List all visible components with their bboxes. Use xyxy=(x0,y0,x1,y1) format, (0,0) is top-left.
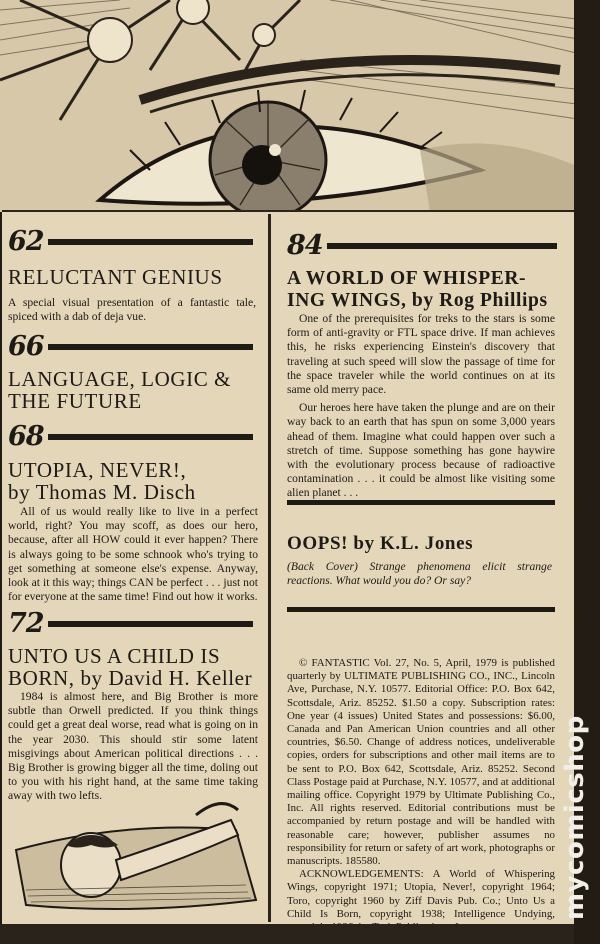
rule xyxy=(48,239,253,245)
page-number: 68 xyxy=(8,421,44,452)
rule xyxy=(327,243,557,249)
sleeping-figure-illustration xyxy=(6,790,261,920)
acknowledgements-paragraph: ACKNOWLEDGEMENTS: A World of Whispering Wings, copyright 1971; Utopia, Never!, copyright 1964; Toro, copyright 1960 by Ziff Davis Pub. Co.; Unto Us a Child Is Born, copyright 1938; Intelligence Undying, xyxy=(287,868,555,920)
rule xyxy=(48,621,253,627)
story-blurb-68 xyxy=(8,505,258,604)
story-title-text: RELUCTANT GENIUS xyxy=(8,265,223,289)
story-title-line: UNTO US A CHILD IS xyxy=(8,644,221,668)
story-title-world-whispering-wings xyxy=(287,268,562,312)
story-title-line: LANGUAGE, LOGIC & xyxy=(8,367,232,391)
story-title-line: ING WINGS, by Rog Phillips xyxy=(287,290,548,311)
blurb-paragraph: Our heroes here have taken the plunge and are on their way back to an earth that has spun on some 3,000 years ahead of them. Imagine what could happen over such a stretch of time. Suppose something has gone haywire with the evolutionary process because of radioactive contamination . . . it could be almost like visiting some alien planet . . . xyxy=(287,401,555,500)
story-title-reluctant-genius xyxy=(8,266,258,288)
blurb-text: All of us would really like to live in a perfect world, right? You may scoff, as does our hero, because, after all HOW could it ever happen? There is always going to be some schnook who's trying to get something at someone else's expense. Anyway, look at it this way; things CAN be perfect . . . just not for everyone at the same time! Find out how it works. xyxy=(8,505,258,604)
story-title-utopia-never xyxy=(8,459,263,503)
page-number: 72 xyxy=(8,608,44,639)
rule xyxy=(48,434,253,440)
masthead-paragraph: © FANTASTIC Vol. 27, No. 5, April, 1979 is published quarterly by ULTIMATE PUBLISHING CO., INC., Lincoln Ave, Purchase, N.Y. 10577. Editorial Office: P.O. Box 642, Scottsdale, Ariz. 85252. $1.50 a copy. Subscription rates: One year (4 issues) United States and possessions: $6.00, Canada and Pan American Union countries and all other countries, $6.50. Change of address notices, undeliverable copies, orders for subscriptions and other mail items are to be sent to P.O. Box 642, Scottsdale, Ariz. 85252. Second Class Postage paid at Purchase, N.Y. 10577, and at additional mailing office. Copyright 1979 by Ultimate Publishing Co., Inc. All rights reserved. Editorial contributions must be accompanied by return postage and will be handled with reasonable care; however, publisher assumes no responsibility for return or safety of art work, photographs or manuscripts. 185580. xyxy=(287,657,555,868)
page-number-row-84 xyxy=(287,232,557,259)
section-rule xyxy=(287,500,555,505)
story-title-line: A WORLD OF WHISPER- xyxy=(287,268,527,289)
story-title-line: THE FUTURE xyxy=(8,389,142,413)
story-title-language-logic xyxy=(8,368,263,412)
column-divider xyxy=(268,214,271,922)
watermark: mycomicshop xyxy=(560,715,590,920)
story-title-line: by Thomas M. Disch xyxy=(8,480,196,504)
page-number-row-62 xyxy=(8,228,253,255)
story-blurb-oops xyxy=(287,560,552,588)
blurb-paragraph: One of the prerequisites for treks to the stars is some form of anti-gravity or FTL space drive. If man achieves this, he risks experiencing Einstein's discovery that traveling at such speed will slow the passage of time for the space traveler while the world continues on at its same old merry pace. xyxy=(287,312,555,397)
page-number-row-66 xyxy=(8,333,253,360)
blurb-text: 1984 is almost here, and Big Brother is more subtle than Orwell predicted. If you think things could get a great deal worse, read what is going on in the year 2030. This should stir some latent misgivings about American political directions . . . Big Brother is growing bigger all the time, doling out to you with his right hand, at the same time taking away with two lefts. xyxy=(8,690,258,803)
story-blurb-72 xyxy=(8,690,258,804)
masthead xyxy=(287,657,555,934)
page-number-row-72 xyxy=(8,610,253,637)
page-number: 66 xyxy=(8,331,44,362)
page-number: 84 xyxy=(287,230,323,261)
eye-illustration xyxy=(0,0,585,212)
story-title-line: UTOPIA, NEVER!, xyxy=(8,458,187,482)
story-title-oops xyxy=(287,533,557,555)
story-title-text: OOPS! by K.L. Jones xyxy=(287,533,474,554)
story-title-unto-us xyxy=(8,645,263,689)
story-blurb-84 xyxy=(287,312,555,501)
page-number: 62 xyxy=(8,226,44,257)
blurb-text: A special visual presentation of a fantastic tale, spiced with a dab of deja vue. xyxy=(8,296,256,324)
rule xyxy=(48,344,253,350)
bottom-border xyxy=(0,924,574,944)
story-blurb-62 xyxy=(8,296,256,324)
blurb-text: (Back Cover) Strange phenomena elicit strange reactions. What would you do? Or say? xyxy=(287,560,552,588)
section-rule xyxy=(287,607,555,612)
story-title-line: BORN, by David H. Keller xyxy=(8,666,253,690)
page-number-row-68 xyxy=(8,423,253,450)
